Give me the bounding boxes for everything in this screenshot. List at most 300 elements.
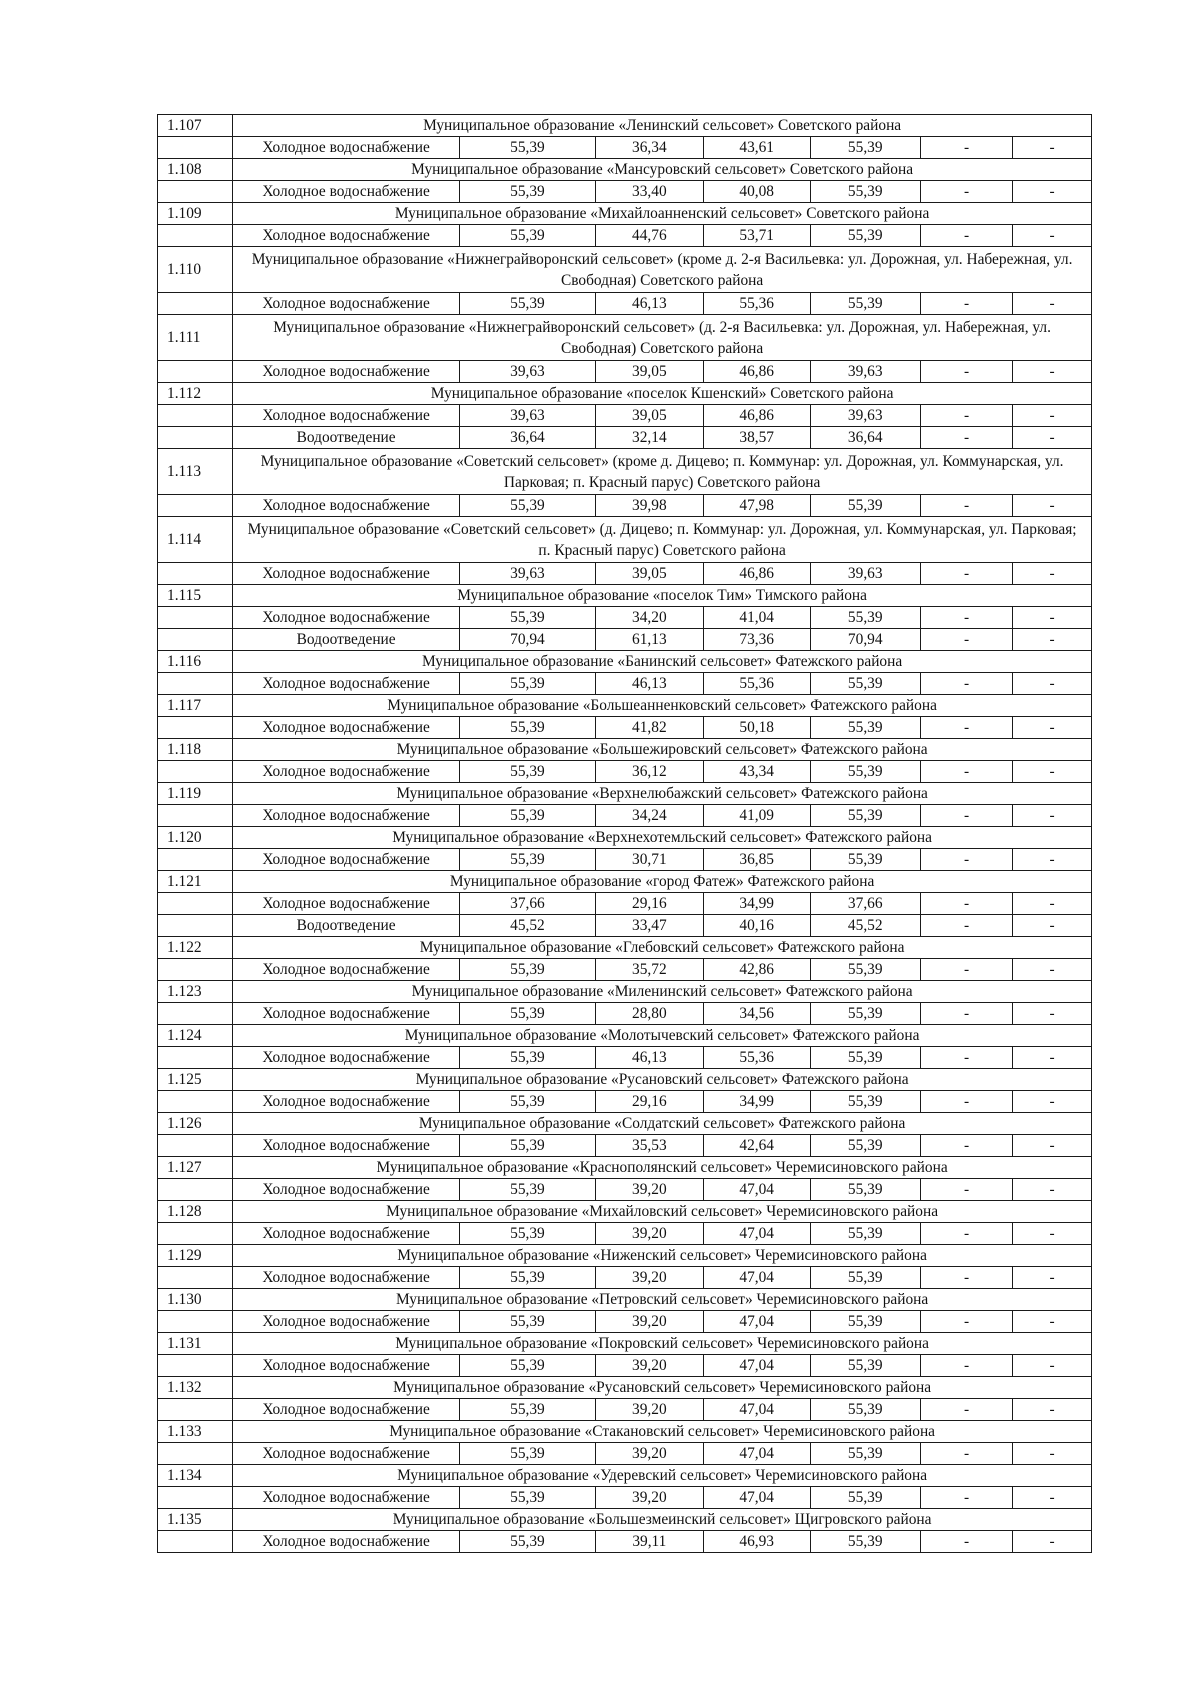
tariff-value-v1: 55,39	[460, 849, 596, 871]
tariff-value-v2: 33,40	[595, 181, 703, 203]
tariff-value-v4: 55,39	[810, 849, 920, 871]
item-number: 1.125	[158, 1069, 233, 1091]
tariff-value-v4: 55,39	[810, 1179, 920, 1201]
tariff-value-v6: -	[1013, 563, 1092, 585]
tariff-value-v1: 55,39	[460, 1443, 596, 1465]
empty-number-cell	[158, 849, 233, 871]
tariff-value-v4: 55,39	[810, 1355, 920, 1377]
municipality-title: Муниципальное образование «Русановский сельсовет» Фатежского района	[233, 1069, 1092, 1091]
municipality-title: Муниципальное образование «Банинский сельсовет» Фатежского района	[233, 651, 1092, 673]
tariff-row	[158, 563, 1092, 585]
item-number: 1.108	[158, 159, 233, 181]
tariff-value-v2: 39,98	[595, 495, 703, 517]
tariff-value-v1: 55,39	[460, 959, 596, 981]
tariff-value-v5: -	[920, 1091, 1012, 1113]
municipality-title: Муниципальное образование «город Фатеж» Фатежского района	[233, 871, 1092, 893]
tariff-row	[158, 225, 1092, 247]
tariff-row	[158, 427, 1092, 449]
municipality-title: Муниципальное образование «Михайлоанненский сельсовет» Советского района	[233, 203, 1092, 225]
municipality-title: Муниципальное образование «Ниженский сельсовет» Черемисиновского района	[233, 1245, 1092, 1267]
tariff-value-v3: 41,09	[703, 805, 810, 827]
tariff-value-v3: 34,99	[703, 1091, 810, 1113]
item-number: 1.121	[158, 871, 233, 893]
service-type: Холодное водоснабжение	[233, 959, 460, 981]
empty-number-cell	[158, 673, 233, 695]
tariff-value-v4: 55,39	[810, 1399, 920, 1421]
tariff-row	[158, 1311, 1092, 1333]
municipality-header-row	[158, 159, 1092, 181]
tariff-value-v5: -	[920, 1003, 1012, 1025]
tariff-value-v1: 55,39	[460, 1267, 596, 1289]
tariff-value-v5: -	[920, 1135, 1012, 1157]
municipality-title: Муниципальное образование «Покровский сельсовет» Черемисиновского района	[233, 1333, 1092, 1355]
municipality-header-row	[158, 981, 1092, 1003]
municipality-title: Муниципальное образование «Солдатский сельсовет» Фатежского района	[233, 1113, 1092, 1135]
tariff-value-v2: 34,20	[595, 607, 703, 629]
municipality-header-row	[158, 1157, 1092, 1179]
empty-number-cell	[158, 1267, 233, 1289]
service-type: Холодное водоснабжение	[233, 1047, 460, 1069]
tariff-value-v4: 55,39	[810, 293, 920, 315]
item-number: 1.110	[158, 247, 233, 293]
tariff-value-v2: 32,14	[595, 427, 703, 449]
municipality-title: Муниципальное образование «Советский сельсовет» (кроме д. Дицево; п. Коммунар: ул. Дорожная, ул. Коммунарская, ул. Парковая; п. Красный парус) Советского района	[233, 449, 1092, 495]
tariff-value-v1: 55,39	[460, 1047, 596, 1069]
tariff-table	[157, 114, 1092, 1553]
tariff-value-v5: -	[920, 761, 1012, 783]
tariff-row	[158, 405, 1092, 427]
tariff-value-v6: -	[1013, 1531, 1092, 1553]
service-type: Холодное водоснабжение	[233, 1531, 460, 1553]
tariff-value-v6: -	[1013, 1399, 1092, 1421]
tariff-value-v6: -	[1013, 1047, 1092, 1069]
tariff-value-v5: -	[920, 805, 1012, 827]
empty-number-cell	[158, 563, 233, 585]
municipality-header-row	[158, 695, 1092, 717]
item-number: 1.128	[158, 1201, 233, 1223]
empty-number-cell	[158, 427, 233, 449]
tariff-row	[158, 1003, 1092, 1025]
tariff-value-v1: 70,94	[460, 629, 596, 651]
service-type: Холодное водоснабжение	[233, 1091, 460, 1113]
tariff-value-v6: -	[1013, 1135, 1092, 1157]
municipality-title: Муниципальное образование «Русановский сельсовет» Черемисиновского района	[233, 1377, 1092, 1399]
tariff-value-v5: -	[920, 1399, 1012, 1421]
tariff-value-v4: 55,39	[810, 1135, 920, 1157]
item-number: 1.118	[158, 739, 233, 761]
tariff-value-v5: -	[920, 405, 1012, 427]
tariff-value-v1: 55,39	[460, 761, 596, 783]
service-type: Холодное водоснабжение	[233, 181, 460, 203]
municipality-header-row	[158, 783, 1092, 805]
tariff-value-v3: 34,56	[703, 1003, 810, 1025]
service-type: Холодное водоснабжение	[233, 495, 460, 517]
item-number: 1.113	[158, 449, 233, 495]
tariff-value-v1: 55,39	[460, 717, 596, 739]
tariff-value-v2: 34,24	[595, 805, 703, 827]
tariff-value-v5: -	[920, 893, 1012, 915]
municipality-header-row	[158, 827, 1092, 849]
tariff-value-v3: 34,99	[703, 893, 810, 915]
tariff-value-v4: 55,39	[810, 1531, 920, 1553]
service-type: Холодное водоснабжение	[233, 805, 460, 827]
tariff-value-v2: 46,13	[595, 673, 703, 695]
tariff-value-v3: 47,98	[703, 495, 810, 517]
empty-number-cell	[158, 893, 233, 915]
tariff-value-v2: 35,72	[595, 959, 703, 981]
empty-number-cell	[158, 1443, 233, 1465]
tariff-value-v4: 55,39	[810, 225, 920, 247]
tariff-row	[158, 893, 1092, 915]
service-type: Холодное водоснабжение	[233, 293, 460, 315]
tariff-value-v5: -	[920, 495, 1012, 517]
tariff-value-v2: 44,76	[595, 225, 703, 247]
empty-number-cell	[158, 181, 233, 203]
tariff-value-v6: -	[1013, 1003, 1092, 1025]
tariff-value-v2: 29,16	[595, 1091, 703, 1113]
tariff-value-v1: 55,39	[460, 607, 596, 629]
tariff-value-v4: 55,39	[810, 137, 920, 159]
municipality-header-row	[158, 203, 1092, 225]
tariff-row	[158, 761, 1092, 783]
empty-number-cell	[158, 1091, 233, 1113]
tariff-value-v3: 46,86	[703, 563, 810, 585]
tariff-value-v3: 50,18	[703, 717, 810, 739]
tariff-value-v2: 39,05	[595, 361, 703, 383]
item-number: 1.116	[158, 651, 233, 673]
tariff-value-v3: 43,61	[703, 137, 810, 159]
item-number: 1.109	[158, 203, 233, 225]
tariff-row	[158, 1179, 1092, 1201]
tariff-value-v4: 70,94	[810, 629, 920, 651]
empty-number-cell	[158, 1003, 233, 1025]
tariff-value-v4: 55,39	[810, 673, 920, 695]
tariff-value-v1: 55,39	[460, 1355, 596, 1377]
tariff-value-v1: 37,66	[460, 893, 596, 915]
empty-number-cell	[158, 717, 233, 739]
tariff-value-v2: 46,13	[595, 1047, 703, 1069]
item-number: 1.119	[158, 783, 233, 805]
tariff-value-v6: -	[1013, 607, 1092, 629]
tariff-value-v4: 55,39	[810, 495, 920, 517]
tariff-row	[158, 1531, 1092, 1553]
municipality-header-row	[158, 739, 1092, 761]
empty-number-cell	[158, 761, 233, 783]
empty-number-cell	[158, 405, 233, 427]
tariff-value-v4: 55,39	[810, 761, 920, 783]
service-type: Водоотведение	[233, 427, 460, 449]
tariff-value-v3: 47,04	[703, 1355, 810, 1377]
tariff-value-v4: 55,39	[810, 181, 920, 203]
tariff-value-v6: -	[1013, 893, 1092, 915]
tariff-value-v2: 39,20	[595, 1487, 703, 1509]
tariff-value-v1: 55,39	[460, 1135, 596, 1157]
tariff-value-v5: -	[920, 1223, 1012, 1245]
tariff-value-v4: 55,39	[810, 1091, 920, 1113]
service-type: Водоотведение	[233, 629, 460, 651]
municipality-title: Муниципальное образование «Молотычевский сельсовет» Фатежского района	[233, 1025, 1092, 1047]
tariff-value-v1: 55,39	[460, 673, 596, 695]
tariff-value-v2: 41,82	[595, 717, 703, 739]
tariff-value-v1: 36,64	[460, 427, 596, 449]
empty-number-cell	[158, 959, 233, 981]
tariff-value-v2: 46,13	[595, 293, 703, 315]
item-number: 1.131	[158, 1333, 233, 1355]
tariff-value-v3: 47,04	[703, 1487, 810, 1509]
tariff-value-v5: -	[920, 293, 1012, 315]
empty-number-cell	[158, 225, 233, 247]
municipality-header-row	[158, 315, 1092, 361]
service-type: Холодное водоснабжение	[233, 1311, 460, 1333]
tariff-row	[158, 915, 1092, 937]
service-type: Холодное водоснабжение	[233, 137, 460, 159]
item-number: 1.117	[158, 695, 233, 717]
tariff-value-v6: -	[1013, 849, 1092, 871]
tariff-value-v4: 39,63	[810, 405, 920, 427]
tariff-row	[158, 849, 1092, 871]
tariff-value-v3: 40,08	[703, 181, 810, 203]
municipality-header-row	[158, 1025, 1092, 1047]
service-type: Холодное водоснабжение	[233, 607, 460, 629]
tariff-value-v5: -	[920, 849, 1012, 871]
tariff-value-v4: 55,39	[810, 805, 920, 827]
tariff-value-v1: 55,39	[460, 1223, 596, 1245]
tariff-value-v4: 55,39	[810, 1487, 920, 1509]
item-number: 1.123	[158, 981, 233, 1003]
tariff-value-v6: -	[1013, 959, 1092, 981]
tariff-value-v4: 45,52	[810, 915, 920, 937]
empty-number-cell	[158, 1531, 233, 1553]
item-number: 1.134	[158, 1465, 233, 1487]
tariff-value-v1: 39,63	[460, 563, 596, 585]
tariff-value-v2: 28,80	[595, 1003, 703, 1025]
tariff-row	[158, 1047, 1092, 1069]
tariff-value-v1: 55,39	[460, 1311, 596, 1333]
tariff-value-v5: -	[920, 563, 1012, 585]
empty-number-cell	[158, 137, 233, 159]
tariff-row	[158, 673, 1092, 695]
tariff-value-v4: 55,39	[810, 1003, 920, 1025]
tariff-value-v3: 42,86	[703, 959, 810, 981]
tariff-value-v6: -	[1013, 717, 1092, 739]
municipality-header-row	[158, 449, 1092, 495]
item-number: 1.111	[158, 315, 233, 361]
tariff-value-v6: -	[1013, 427, 1092, 449]
service-type: Холодное водоснабжение	[233, 849, 460, 871]
tariff-value-v6: -	[1013, 137, 1092, 159]
tariff-value-v2: 39,20	[595, 1355, 703, 1377]
municipality-header-row	[158, 937, 1092, 959]
empty-number-cell	[158, 1399, 233, 1421]
tariff-value-v5: -	[920, 1443, 1012, 1465]
tariff-value-v3: 46,86	[703, 405, 810, 427]
tariff-value-v1: 45,52	[460, 915, 596, 937]
service-type: Водоотведение	[233, 915, 460, 937]
item-number: 1.135	[158, 1509, 233, 1531]
municipality-header-row	[158, 115, 1092, 137]
municipality-header-row	[158, 383, 1092, 405]
tariff-row	[158, 137, 1092, 159]
item-number: 1.120	[158, 827, 233, 849]
tariff-value-v3: 47,04	[703, 1399, 810, 1421]
tariff-row	[158, 293, 1092, 315]
tariff-value-v6: -	[1013, 495, 1092, 517]
item-number: 1.114	[158, 517, 233, 563]
tariff-value-v2: 61,13	[595, 629, 703, 651]
tariff-value-v3: 53,71	[703, 225, 810, 247]
tariff-value-v1: 55,39	[460, 1179, 596, 1201]
tariff-table-body	[158, 115, 1092, 1553]
empty-number-cell	[158, 293, 233, 315]
tariff-value-v6: -	[1013, 805, 1092, 827]
tariff-row	[158, 959, 1092, 981]
tariff-value-v5: -	[920, 137, 1012, 159]
tariff-value-v4: 55,39	[810, 1047, 920, 1069]
tariff-value-v3: 55,36	[703, 293, 810, 315]
tariff-value-v5: -	[920, 959, 1012, 981]
tariff-value-v5: -	[920, 1179, 1012, 1201]
tariff-value-v6: -	[1013, 761, 1092, 783]
tariff-value-v6: -	[1013, 629, 1092, 651]
municipality-header-row	[158, 871, 1092, 893]
tariff-value-v3: 47,04	[703, 1267, 810, 1289]
tariff-value-v3: 55,36	[703, 673, 810, 695]
municipality-title: Муниципальное образование «Советский сельсовет» (д. Дицево; п. Коммунар: ул. Дорожная, ул. Коммунарская, ул. Парковая; п. Красный парус) Советского района	[233, 517, 1092, 563]
empty-number-cell	[158, 1179, 233, 1201]
empty-number-cell	[158, 915, 233, 937]
tariff-value-v3: 47,04	[703, 1443, 810, 1465]
item-number: 1.107	[158, 115, 233, 137]
tariff-value-v4: 36,64	[810, 427, 920, 449]
tariff-value-v5: -	[920, 1047, 1012, 1069]
empty-number-cell	[158, 805, 233, 827]
tariff-value-v2: 39,20	[595, 1311, 703, 1333]
tariff-value-v3: 42,64	[703, 1135, 810, 1157]
municipality-title: Муниципальное образование «Ленинский сельсовет» Советского района	[233, 115, 1092, 137]
municipality-title: Муниципальное образование «поселок Тим» Тимского района	[233, 585, 1092, 607]
tariff-row	[158, 1487, 1092, 1509]
tariff-value-v4: 39,63	[810, 361, 920, 383]
empty-number-cell	[158, 1047, 233, 1069]
item-number: 1.126	[158, 1113, 233, 1135]
tariff-value-v1: 55,39	[460, 137, 596, 159]
tariff-row	[158, 805, 1092, 827]
item-number: 1.124	[158, 1025, 233, 1047]
service-type: Холодное водоснабжение	[233, 1223, 460, 1245]
tariff-value-v4: 55,39	[810, 1443, 920, 1465]
municipality-title: Муниципальное образование «Большезмеинский сельсовет» Щигровского района	[233, 1509, 1092, 1531]
municipality-header-row	[158, 1509, 1092, 1531]
municipality-header-row	[158, 1421, 1092, 1443]
municipality-header-row	[158, 651, 1092, 673]
tariff-value-v3: 38,57	[703, 427, 810, 449]
tariff-value-v6: -	[1013, 293, 1092, 315]
tariff-value-v1: 55,39	[460, 1531, 596, 1553]
municipality-header-row	[158, 247, 1092, 293]
empty-number-cell	[158, 1135, 233, 1157]
empty-number-cell	[158, 1355, 233, 1377]
tariff-value-v2: 29,16	[595, 893, 703, 915]
tariff-value-v5: -	[920, 607, 1012, 629]
tariff-value-v6: -	[1013, 405, 1092, 427]
municipality-title: Муниципальное образование «Петровский сельсовет» Черемисиновского района	[233, 1289, 1092, 1311]
item-number: 1.122	[158, 937, 233, 959]
municipality-header-row	[158, 1333, 1092, 1355]
municipality-title: Муниципальное образование «Глебовский сельсовет» Фатежского района	[233, 937, 1092, 959]
municipality-title: Муниципальное образование «Краснополянский сельсовет» Черемисиновского района	[233, 1157, 1092, 1179]
tariff-value-v2: 36,34	[595, 137, 703, 159]
tariff-value-v3: 43,34	[703, 761, 810, 783]
item-number: 1.112	[158, 383, 233, 405]
tariff-value-v5: -	[920, 427, 1012, 449]
service-type: Холодное водоснабжение	[233, 1487, 460, 1509]
tariff-value-v3: 46,93	[703, 1531, 810, 1553]
tariff-row	[158, 1267, 1092, 1289]
municipality-title: Муниципальное образование «Нижнеграйворонский сельсовет» (д. 2-я Васильевка: ул. Дорожная, ул. Набережная, ул. Свободная) Советского района	[233, 315, 1092, 361]
municipality-title: Муниципальное образование «Удеревский сельсовет» Черемисиновского района	[233, 1465, 1092, 1487]
tariff-value-v5: -	[920, 225, 1012, 247]
tariff-row	[158, 495, 1092, 517]
tariff-value-v2: 39,05	[595, 563, 703, 585]
tariff-value-v1: 39,63	[460, 361, 596, 383]
tariff-value-v5: -	[920, 1355, 1012, 1377]
tariff-value-v6: -	[1013, 1311, 1092, 1333]
service-type: Холодное водоснабжение	[233, 1443, 460, 1465]
empty-number-cell	[158, 1311, 233, 1333]
tariff-row	[158, 1443, 1092, 1465]
tariff-value-v3: 40,16	[703, 915, 810, 937]
tariff-value-v2: 35,53	[595, 1135, 703, 1157]
tariff-value-v6: -	[1013, 181, 1092, 203]
tariff-value-v6: -	[1013, 915, 1092, 937]
item-number: 1.115	[158, 585, 233, 607]
service-type: Холодное водоснабжение	[233, 1179, 460, 1201]
municipality-header-row	[158, 517, 1092, 563]
tariff-value-v6: -	[1013, 225, 1092, 247]
tariff-row	[158, 1355, 1092, 1377]
tariff-value-v1: 39,63	[460, 405, 596, 427]
municipality-header-row	[158, 1289, 1092, 1311]
tariff-row	[158, 361, 1092, 383]
tariff-value-v3: 47,04	[703, 1311, 810, 1333]
municipality-header-row	[158, 1245, 1092, 1267]
tariff-value-v3: 47,04	[703, 1179, 810, 1201]
tariff-value-v5: -	[920, 1267, 1012, 1289]
tariff-value-v4: 55,39	[810, 1311, 920, 1333]
service-type: Холодное водоснабжение	[233, 893, 460, 915]
tariff-value-v3: 55,36	[703, 1047, 810, 1069]
tariff-value-v1: 55,39	[460, 495, 596, 517]
tariff-value-v2: 39,11	[595, 1531, 703, 1553]
tariff-row	[158, 1399, 1092, 1421]
tariff-value-v2: 39,05	[595, 405, 703, 427]
tariff-value-v4: 37,66	[810, 893, 920, 915]
tariff-value-v4: 55,39	[810, 1267, 920, 1289]
tariff-value-v1: 55,39	[460, 1487, 596, 1509]
service-type: Холодное водоснабжение	[233, 225, 460, 247]
tariff-value-v5: -	[920, 1487, 1012, 1509]
service-type: Холодное водоснабжение	[233, 1003, 460, 1025]
municipality-header-row	[158, 585, 1092, 607]
municipality-title: Муниципальное образование «Миленинский сельсовет» Фатежского района	[233, 981, 1092, 1003]
tariff-value-v2: 39,20	[595, 1399, 703, 1421]
tariff-value-v4: 55,39	[810, 607, 920, 629]
tariff-value-v5: -	[920, 361, 1012, 383]
tariff-value-v3: 73,36	[703, 629, 810, 651]
service-type: Холодное водоснабжение	[233, 761, 460, 783]
service-type: Холодное водоснабжение	[233, 1355, 460, 1377]
tariff-value-v1: 55,39	[460, 225, 596, 247]
